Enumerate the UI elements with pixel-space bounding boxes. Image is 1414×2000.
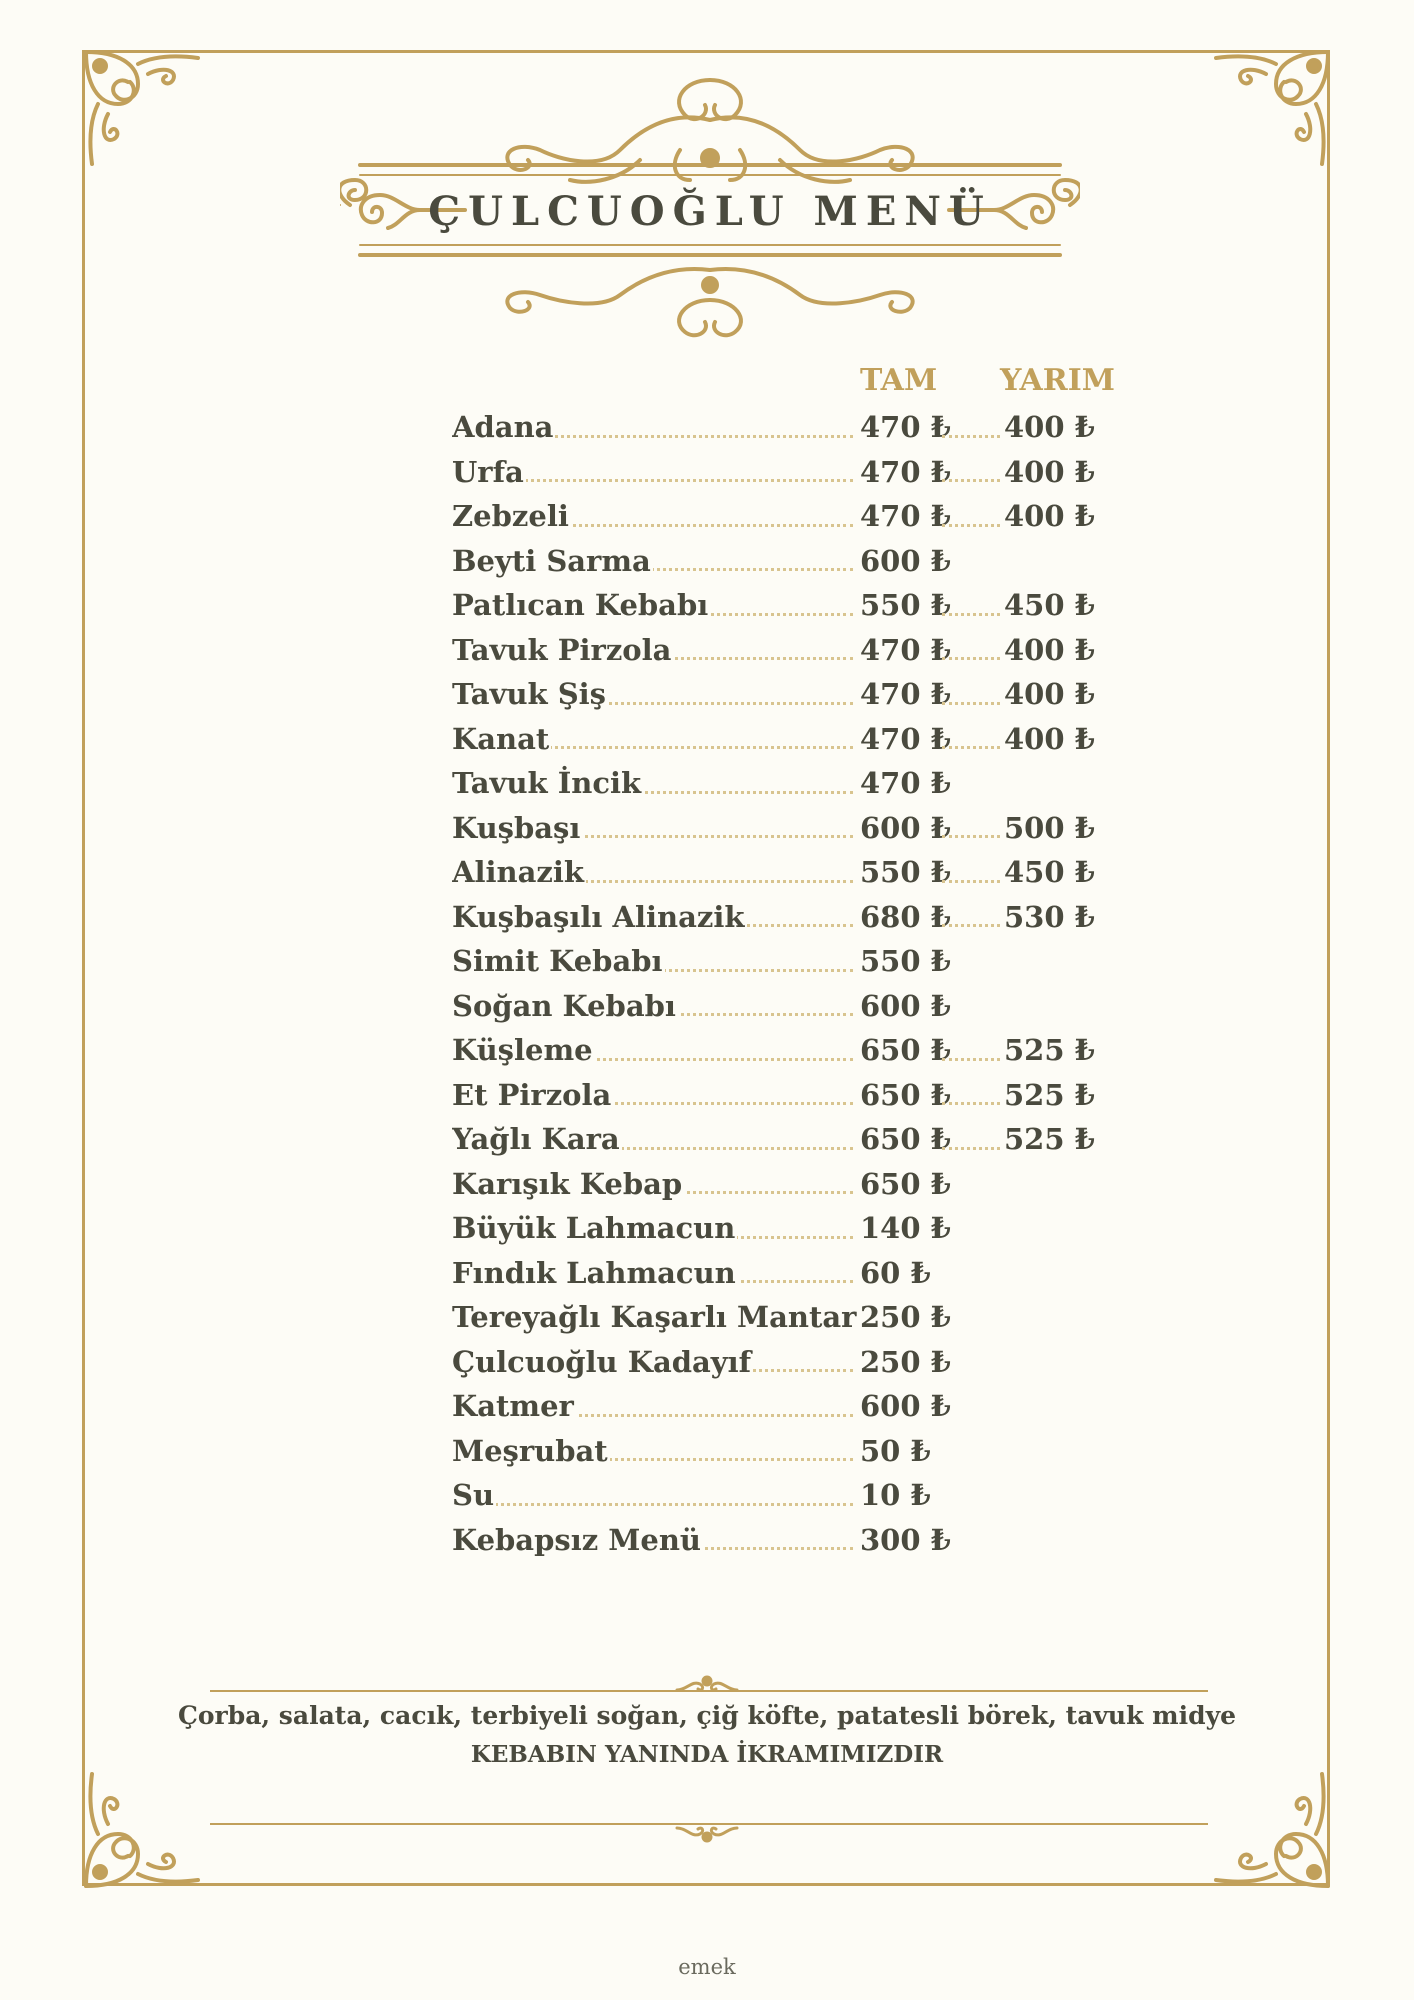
dot-leader <box>938 405 1002 450</box>
dot-leader <box>938 717 1002 762</box>
menu-item-row <box>452 984 1102 1029</box>
dot-leader <box>938 494 1002 539</box>
menu-item-price-half: 400 ₺ <box>1004 410 1095 444</box>
menu-item-name-cell <box>452 628 857 673</box>
dot-leader <box>938 850 1002 895</box>
menu-item-row <box>452 850 1102 895</box>
menu-item-price-half: 500 ₺ <box>1004 810 1095 845</box>
menu-item-name: Kuşbaşılı Alinazik <box>452 899 745 934</box>
menu-item-row <box>452 672 1102 717</box>
menu-item-name-cell <box>452 672 857 717</box>
menu-item-price-full: 650 ₺ <box>860 1033 951 1067</box>
menu-item-row <box>452 806 1102 851</box>
menu-item-row <box>452 1384 1102 1429</box>
menu-item-name-cell <box>452 450 857 495</box>
menu-item-row <box>452 1206 1102 1251</box>
menu-item-row <box>452 405 1102 450</box>
menu-item-name-cell <box>452 583 857 628</box>
menu-title: ÇULCUOĞLU MENÜ <box>428 188 992 235</box>
menu-item-name-cell <box>452 1384 857 1429</box>
menu-item-name: Kebapsız Menü <box>452 1522 701 1557</box>
column-header-half: YARIM <box>1000 363 1115 398</box>
menu-item-price-full: 650 ₺ <box>860 1122 951 1156</box>
menu-item-price-full: 140 ₺ <box>860 1211 951 1245</box>
menu-item-price-half: 450 ₺ <box>1004 588 1095 622</box>
dot-leader <box>938 806 1002 851</box>
menu-item-name-cell <box>452 1162 857 1207</box>
menu-item-name-cell <box>452 539 857 584</box>
menu-item-row <box>452 717 1102 762</box>
menu-item-name: Çulcuoğlu Kadayıf <box>452 1344 752 1379</box>
menu-item-price-full: 550 ₺ <box>860 944 951 978</box>
footer-complimentary-items: Çorba, salata, cacık, terbiyeli soğan, çiğ köfte, patatesli börek, tavuk midye <box>177 1701 1237 1730</box>
menu-item-price-full: 600 ₺ <box>860 810 951 845</box>
menu-item-name-cell <box>452 1117 857 1162</box>
menu-item-name: Urfa <box>452 454 524 489</box>
dot-leader <box>938 583 1002 628</box>
dot-leader <box>938 895 1002 940</box>
dot-leader <box>938 450 1002 495</box>
column-header-full: TAM <box>860 363 938 398</box>
menu-item-price-half: 400 ₺ <box>1004 632 1095 667</box>
menu-item-price-full: 470 ₺ <box>860 410 951 444</box>
corner-ornament-icon <box>1206 1764 1336 1894</box>
menu-item-name: Kanat <box>452 721 550 756</box>
menu-item-price-half: 525 ₺ <box>1004 1033 1095 1067</box>
designer-credit: emek <box>678 1955 736 1979</box>
menu-item-name: Su <box>452 1478 495 1512</box>
menu-item-name-cell <box>452 806 857 851</box>
menu-item-price-full: 470 ₺ <box>860 632 951 667</box>
menu-item-price-full: 50 ₺ <box>860 1433 931 1468</box>
menu-item-name: Tavuk Pirzola <box>452 632 672 667</box>
menu-item-price-full: 250 ₺ <box>860 1300 951 1334</box>
menu-item-row <box>452 1117 1102 1162</box>
dot-leader <box>938 1028 1002 1073</box>
menu-item-price-full: 550 ₺ <box>860 588 951 622</box>
menu-item-name-cell <box>452 895 857 940</box>
dot-leader <box>938 672 1002 717</box>
menu-item-name: Et Pirzola <box>452 1077 612 1112</box>
divider-ornament-icon <box>672 1674 742 1696</box>
menu-item-row <box>452 939 1102 984</box>
menu-item-price-half: 400 ₺ <box>1004 677 1095 711</box>
corner-ornament-icon <box>78 1764 208 1894</box>
menu-item-price-full: 650 ₺ <box>860 1166 951 1201</box>
menu-item-name-cell <box>452 1429 857 1474</box>
menu-item-name-cell <box>452 494 857 539</box>
menu-item-name-cell <box>452 1518 857 1563</box>
menu-item-price-full: 600 ₺ <box>860 1389 951 1423</box>
menu-item-row <box>452 1162 1102 1207</box>
dot-leader <box>938 1117 1002 1162</box>
menu-item-name: Tavuk Şiş <box>452 677 607 711</box>
menu-item-price-full: 600 ₺ <box>860 988 951 1023</box>
menu-item-name: Patlıcan Kebabı <box>452 588 709 622</box>
menu-item-price-full: 470 ₺ <box>860 677 951 711</box>
menu-item-name: Büyük Lahmacun <box>452 1211 736 1245</box>
menu-item-name-cell <box>452 1473 857 1518</box>
menu-item-row <box>452 1251 1102 1296</box>
menu-item-name: Kuşbaşı <box>452 810 581 845</box>
menu-item-price-half: 530 ₺ <box>1004 899 1095 934</box>
menu-item-row <box>452 628 1102 673</box>
menu-item-name-cell <box>452 1073 857 1118</box>
menu-item-price-full: 60 ₺ <box>860 1255 931 1290</box>
menu-item-price-full: 470 ₺ <box>860 721 951 756</box>
menu-item-name: Yağlı Kara <box>452 1122 620 1156</box>
menu-item-row <box>452 539 1102 584</box>
dot-leader <box>938 1073 1002 1118</box>
menu-list <box>452 405 1102 1562</box>
menu-item-name-cell <box>452 850 857 895</box>
menu-item-price-full: 600 ₺ <box>860 543 951 578</box>
menu-item-price-full: 470 ₺ <box>860 766 951 800</box>
menu-item-name: Karışık Kebap <box>452 1166 683 1201</box>
menu-item-name: Tavuk İncik <box>452 766 642 800</box>
corner-ornament-icon <box>1206 44 1336 174</box>
dot-leader <box>938 628 1002 673</box>
menu-item-name: Adana <box>452 410 554 444</box>
menu-item-price-full: 10 ₺ <box>860 1478 931 1512</box>
menu-item-row <box>452 1518 1102 1563</box>
menu-item-price-full: 680 ₺ <box>860 899 951 934</box>
menu-item-price-full: 470 ₺ <box>860 454 951 489</box>
menu-item-name: Beyti Sarma <box>452 543 651 578</box>
menu-item-name-cell <box>452 1206 857 1251</box>
menu-item-price-full: 250 ₺ <box>860 1344 951 1379</box>
menu-item-row <box>452 1028 1102 1073</box>
menu-item-row <box>452 761 1102 806</box>
menu-item-name-cell <box>452 1028 857 1073</box>
menu-item-price-full: 550 ₺ <box>860 855 951 889</box>
menu-item-name-cell <box>452 984 857 1029</box>
menu-item-row <box>452 1473 1102 1518</box>
menu-item-row <box>452 450 1102 495</box>
menu-item-row <box>452 1073 1102 1118</box>
menu-item-name: Simit Kebabı <box>452 944 663 978</box>
menu-item-price-half: 400 ₺ <box>1004 721 1095 756</box>
menu-item-row <box>452 1429 1102 1474</box>
menu-item-name: Zebzeli <box>452 499 569 533</box>
menu-item-price-half: 400 ₺ <box>1004 499 1095 533</box>
menu-item-name-cell <box>452 761 857 806</box>
menu-item-price-half: 400 ₺ <box>1004 454 1095 489</box>
menu-item-row <box>452 1295 1102 1340</box>
menu-item-name-cell <box>452 1295 857 1340</box>
menu-item-price-full: 300 ₺ <box>860 1522 951 1557</box>
menu-item-price-half: 525 ₺ <box>1004 1077 1095 1112</box>
menu-item-name: Soğan Kebabı <box>452 988 676 1023</box>
menu-item-price-full: 470 ₺ <box>860 499 951 533</box>
menu-item-name-cell <box>452 1251 857 1296</box>
menu-item-row <box>452 494 1102 539</box>
menu-item-name-cell <box>452 717 857 762</box>
menu-item-price-half: 525 ₺ <box>1004 1122 1095 1156</box>
menu-item-name: Katmer <box>452 1389 574 1423</box>
menu-item-name-cell <box>452 1340 857 1385</box>
divider-ornament-icon <box>672 1822 742 1844</box>
menu-item-price-half: 450 ₺ <box>1004 855 1095 889</box>
menu-item-name-cell <box>452 939 857 984</box>
menu-item-row <box>452 1340 1102 1385</box>
menu-item-name: Küşleme <box>452 1033 593 1067</box>
menu-item-name-cell <box>452 405 857 450</box>
corner-ornament-icon <box>78 44 208 174</box>
menu-item-name: Tereyağlı Kaşarlı Mantar <box>452 1300 857 1334</box>
menu-item-name: Meşrubat <box>452 1433 608 1468</box>
footer-complimentary-note: KEBABIN YANINDA İKRAMIMIZDIR <box>470 1741 944 1768</box>
menu-item-row <box>452 895 1102 940</box>
menu-item-name: Fındık Lahmacun <box>452 1255 736 1290</box>
menu-item-price-full: 650 ₺ <box>860 1077 951 1112</box>
menu-item-row <box>452 583 1102 628</box>
menu-item-name: Alinazik <box>452 855 584 889</box>
